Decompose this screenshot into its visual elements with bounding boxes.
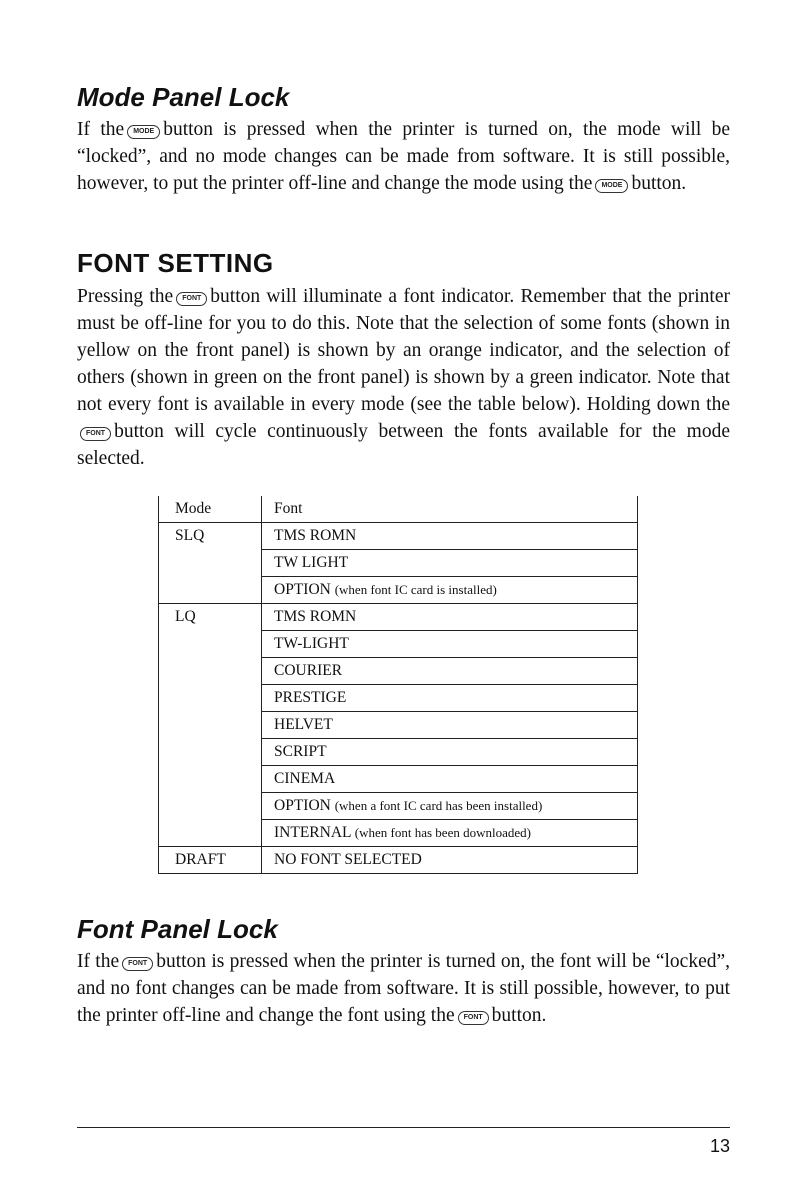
mode-cell-empty xyxy=(159,550,262,577)
font-cell xyxy=(262,766,638,793)
table-row xyxy=(159,712,638,739)
table-row xyxy=(159,739,638,766)
text-run: button. xyxy=(491,1005,547,1026)
mode-cell-empty xyxy=(159,577,262,604)
table-row xyxy=(159,523,638,550)
font-name: PRESTIGE xyxy=(274,689,347,706)
font-note: (when a font IC card has been installed) xyxy=(334,798,543,813)
text-run: button is pressed when the printer is turned on, the mode will be “locked”, and no mode changes can be made from software. It is still possible, however, to put the printer off-line and change the mode using the xyxy=(77,119,731,194)
font-button-icon: FONT xyxy=(458,1011,489,1025)
table-row xyxy=(159,847,638,874)
footer-divider xyxy=(77,1127,730,1128)
text-run: If the xyxy=(77,119,125,140)
mode-cell-empty xyxy=(159,631,262,658)
text-run: button is pressed when the printer is turned on, the font will be “locked”, and no font changes can be made from software. It is still possible, however, to put the printer off-line and change the font using the xyxy=(77,951,731,1026)
text-run: Pressing the xyxy=(77,286,174,307)
mode-cell: SLQ xyxy=(159,523,262,550)
page-number: 13 xyxy=(709,1136,730,1156)
table-header-row xyxy=(159,496,638,523)
text-run: button will illuminate a font indicator. Remember that the printer must be off-line for you to do this. Note that the selection of some fonts (shown in yellow on the front panel) is shown by an orange indicator, and the selection of others (shown in green on the front panel) is shown by a green indicator. Note that not every font is available in every mode (see the table below). Holding down the xyxy=(77,286,730,415)
table-row xyxy=(159,766,638,793)
text-run: button will cycle continuously between the fonts available for the mode selected. xyxy=(77,421,730,469)
font-cell xyxy=(262,793,638,820)
mode-cell-empty xyxy=(159,766,262,793)
font-cell xyxy=(262,739,638,766)
font-cell xyxy=(262,604,638,631)
mode-button-icon: MODE xyxy=(595,179,628,193)
font-name: NO FONT SELECTED xyxy=(274,851,422,868)
mode-cell-empty xyxy=(159,685,262,712)
font-cell xyxy=(262,577,638,604)
font-name: COURIER xyxy=(274,662,343,679)
table-row xyxy=(159,577,638,604)
font-cell xyxy=(262,712,638,739)
font-name: SCRIPT xyxy=(274,743,327,760)
mode-cell-empty xyxy=(159,712,262,739)
table-row xyxy=(159,820,638,847)
mode-cell: LQ xyxy=(159,604,262,631)
font-name: TW LIGHT xyxy=(274,554,349,571)
font-name: CINEMA xyxy=(274,770,336,787)
font-button-icon: FONT xyxy=(122,957,153,971)
mode-cell: DRAFT xyxy=(159,847,262,874)
font-setting-heading: FONT SETTING xyxy=(77,248,274,278)
font-name: TW-LIGHT xyxy=(274,635,349,652)
font-name: TMS ROMN xyxy=(274,527,357,544)
font-cell xyxy=(262,820,638,847)
mode-cell-empty xyxy=(159,739,262,766)
font-cell xyxy=(262,550,638,577)
font-note: (when font IC card is installed) xyxy=(334,582,497,597)
table-row xyxy=(159,793,638,820)
table-row xyxy=(159,631,638,658)
font-cell xyxy=(262,685,638,712)
font-cell xyxy=(262,631,638,658)
table-row xyxy=(159,658,638,685)
text-run: If the xyxy=(77,951,120,972)
font-note: (when font has been downloaded) xyxy=(354,825,531,840)
font-name: TMS ROMN xyxy=(274,608,357,625)
table-row xyxy=(159,685,638,712)
font-button-icon: FONT xyxy=(80,427,111,441)
font-button-icon: FONT xyxy=(176,292,207,306)
mode-cell-empty xyxy=(159,820,262,847)
mode-cell-empty xyxy=(159,793,262,820)
text-run: button. xyxy=(631,173,687,194)
font-cell xyxy=(262,658,638,685)
table-body xyxy=(159,523,638,874)
table-row xyxy=(159,604,638,631)
font-panel-lock-heading: Font Panel Lock xyxy=(77,914,278,944)
table-row xyxy=(159,550,638,577)
mode-panel-lock-heading: Mode Panel Lock xyxy=(77,82,290,112)
font-panel-lock-paragraph xyxy=(77,948,730,1029)
font-name: OPTION xyxy=(274,581,331,598)
mode-button-icon: MODE xyxy=(127,125,160,139)
mode-column-header: Mode xyxy=(159,496,262,523)
font-name: HELVET xyxy=(274,716,333,733)
font-cell xyxy=(262,847,638,874)
font-name: OPTION xyxy=(274,797,331,814)
mode-panel-lock-paragraph xyxy=(77,116,730,197)
font-name: INTERNAL xyxy=(274,824,351,841)
font-column-header: Font xyxy=(262,496,638,523)
mode-cell-empty xyxy=(159,658,262,685)
font-mode-table xyxy=(158,496,638,874)
font-cell xyxy=(262,523,638,550)
font-setting-paragraph xyxy=(77,283,730,472)
